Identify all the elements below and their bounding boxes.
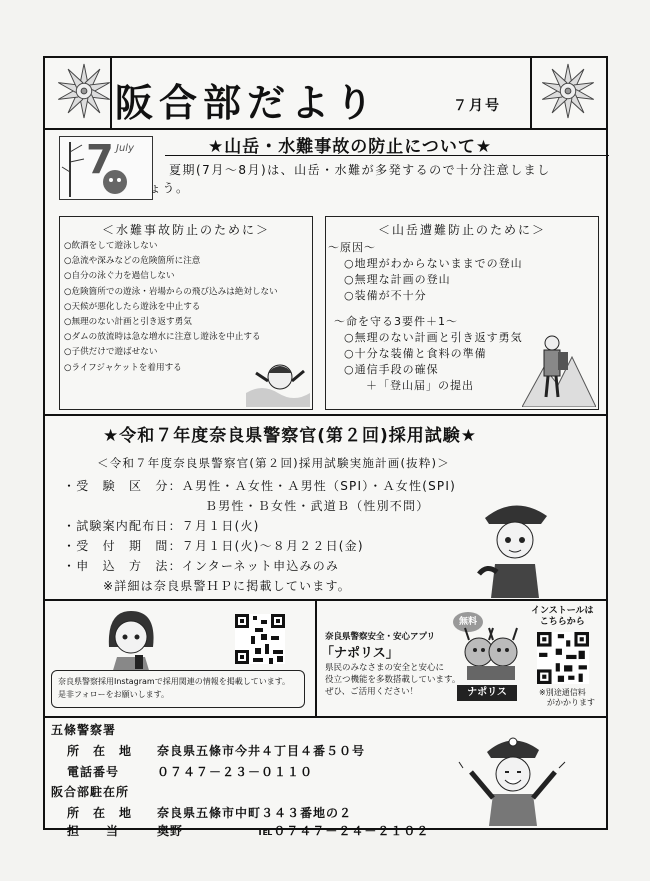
list-item: ○天候が悪化したら遊泳を中止する xyxy=(64,301,201,312)
station-phone-label: 電話番号 xyxy=(67,765,120,779)
exam-subheading: ＜令和７年度奈良県警察官(第２回)採用試験実施計画(抜粋)＞ xyxy=(97,456,450,470)
girl-with-phone-illustration xyxy=(101,607,161,677)
app-name: 「ナポリス」 xyxy=(321,646,399,661)
instagram-notice-line: 奈良県警察採用Instagramで採用関連の情報を掲載しています。 xyxy=(58,677,291,686)
exam-line: Ｂ男性・Ｂ女性・武道Ｂ（性別不問） xyxy=(205,499,430,513)
newsletter-frame xyxy=(43,56,608,838)
safety-heading-rule xyxy=(165,155,609,156)
list-item: ○十分な装備と食料の準備 xyxy=(344,347,487,360)
list-item: ○急流や深みなどの危険箇所に注意 xyxy=(64,256,201,267)
koban-person: 奥野 xyxy=(157,824,184,838)
install-label-line: インストールは xyxy=(531,606,594,616)
station-address: 奈良県五條市今井４丁目４番５０号 xyxy=(157,744,366,758)
app-caption: 奈良県警察安全・安心アプリ xyxy=(325,632,436,642)
list-item: ○ライフジャケットを着用する xyxy=(64,362,182,373)
water-safety-box xyxy=(59,216,313,410)
koban-address: 奈良県五條市中町３４３番地の２ xyxy=(157,806,353,820)
mountain-safety-title: ＜山岳遭難防止のために＞ xyxy=(377,223,546,237)
header-bottom-rule xyxy=(45,128,606,130)
apps-divider xyxy=(315,601,317,718)
data-fee-line: ※別途通信料 xyxy=(539,688,586,697)
app-description-line: ぜひ、ご活用ください！ xyxy=(325,687,419,697)
koban-phone[interactable]: ℡０７４７－２４－２１０２ xyxy=(257,824,430,838)
list-item: ○無理のない計画と引き返す勇気 xyxy=(344,331,523,344)
section-divider xyxy=(45,414,606,416)
qr-code-icon xyxy=(235,614,285,664)
list-item: ○無理な計画の登山 xyxy=(344,273,451,286)
list-item: ○装備が不十分 xyxy=(344,289,427,302)
section-divider xyxy=(45,716,606,718)
app-description-line: 県民のみなさまの安全と安心に xyxy=(325,663,445,673)
calendar-illustration xyxy=(59,136,153,200)
list-item: ○通信手段の確保 xyxy=(344,363,439,376)
safety-intro-line: ょう。 xyxy=(149,181,190,195)
police-officer-illustration xyxy=(475,494,555,598)
section-divider xyxy=(45,599,606,601)
header-divider-left xyxy=(110,58,112,130)
exam-line: ・試験案内配布日：７月１日(火) xyxy=(63,519,260,533)
data-fee-note xyxy=(539,688,595,708)
instagram-notice-line: 是非フォローをお願いします。 xyxy=(58,690,169,699)
list-item: ○地理がわからないままでの登山 xyxy=(344,257,523,270)
station-address-label: 所 在 地 xyxy=(67,744,133,758)
cheering-officer-illustration xyxy=(457,722,567,826)
qr-code-icon xyxy=(537,632,589,684)
police-emblem-icon xyxy=(55,62,113,120)
hiker-illustration xyxy=(522,327,596,407)
issue-label: ７月号 xyxy=(453,98,501,114)
install-label xyxy=(531,606,594,628)
police-emblem-icon xyxy=(539,62,597,120)
header-divider-right xyxy=(530,58,532,130)
koban-name: 阪合部駐在所 xyxy=(51,785,130,799)
instagram-qr-code[interactable] xyxy=(235,614,285,664)
list-item: ○ダムの放流時は急な増水に注意し遊泳を中止する xyxy=(64,332,261,343)
calendar-month: 7 xyxy=(86,137,114,183)
free-badge: 無料 xyxy=(453,612,483,632)
list-item: ○飲酒をして遊泳しない xyxy=(64,241,158,251)
newsletter-title: 阪合部だより xyxy=(115,81,380,125)
exam-line: ※詳細は奈良県警ＨＰに掲載しています。 xyxy=(103,579,351,593)
exam-line: ・受 付 期 間：７月１日(火)～８月２２日(金) xyxy=(63,539,364,553)
list-item: ○自分の泳ぐ力を過信しない xyxy=(64,271,175,282)
list-item: ○無理のない計画と引き返す勇気 xyxy=(64,317,192,328)
safety-heading: ★山岳・水難事故の防止について★ xyxy=(208,137,493,157)
app-qr-code[interactable] xyxy=(537,632,589,684)
safety-intro xyxy=(149,161,589,197)
list-item: ○子供だけで遊ばせない xyxy=(64,347,158,358)
exam-heading: ★令和７年度奈良県警察官(第２回)採用試験★ xyxy=(103,426,478,446)
exam-line: ・受 験 区 分：Ａ男性・Ａ女性・Ａ男性（SPI）・Ａ女性(SPI) xyxy=(63,479,456,493)
koban-address-label: 所 在 地 xyxy=(67,806,133,820)
data-fee-line: がかかります xyxy=(547,698,595,707)
exam-line: ・申 込 方 法：インターネット申込みのみ xyxy=(63,559,340,573)
mountain-safety-box xyxy=(325,216,599,410)
mountain-plus-note: ＋「登山届」の提出 xyxy=(366,379,474,392)
drowning-child-illustration xyxy=(246,353,310,407)
station-phone[interactable]: ０７４７－２３－０１１０ xyxy=(157,765,314,779)
station-name: 五條警察署 xyxy=(51,723,117,737)
safety-intro-line: 夏期(7月～8月)は、山岳・水難が多発するので十分注意しまし xyxy=(169,163,551,177)
cause-label: ～原因～ xyxy=(328,241,376,254)
water-safety-title: ＜水難事故防止のために＞ xyxy=(101,223,270,237)
app-description xyxy=(325,662,460,698)
calendar-month-label: July xyxy=(116,143,134,154)
napolice-mascot-illustration xyxy=(457,626,525,686)
koban-person-label: 担 当 xyxy=(67,824,120,838)
rules-label: ～命を守る3要件＋1～ xyxy=(334,315,458,328)
mascot-label: ナポリス xyxy=(457,685,517,701)
install-label-line: こちらから xyxy=(539,617,585,627)
instagram-notice-box xyxy=(51,670,305,708)
list-item: ○危険箇所での遊泳・岩場からの飛び込みは絶対しない xyxy=(64,286,278,297)
app-description-line: 役立つ機能を多数搭載しています。 xyxy=(325,675,461,685)
